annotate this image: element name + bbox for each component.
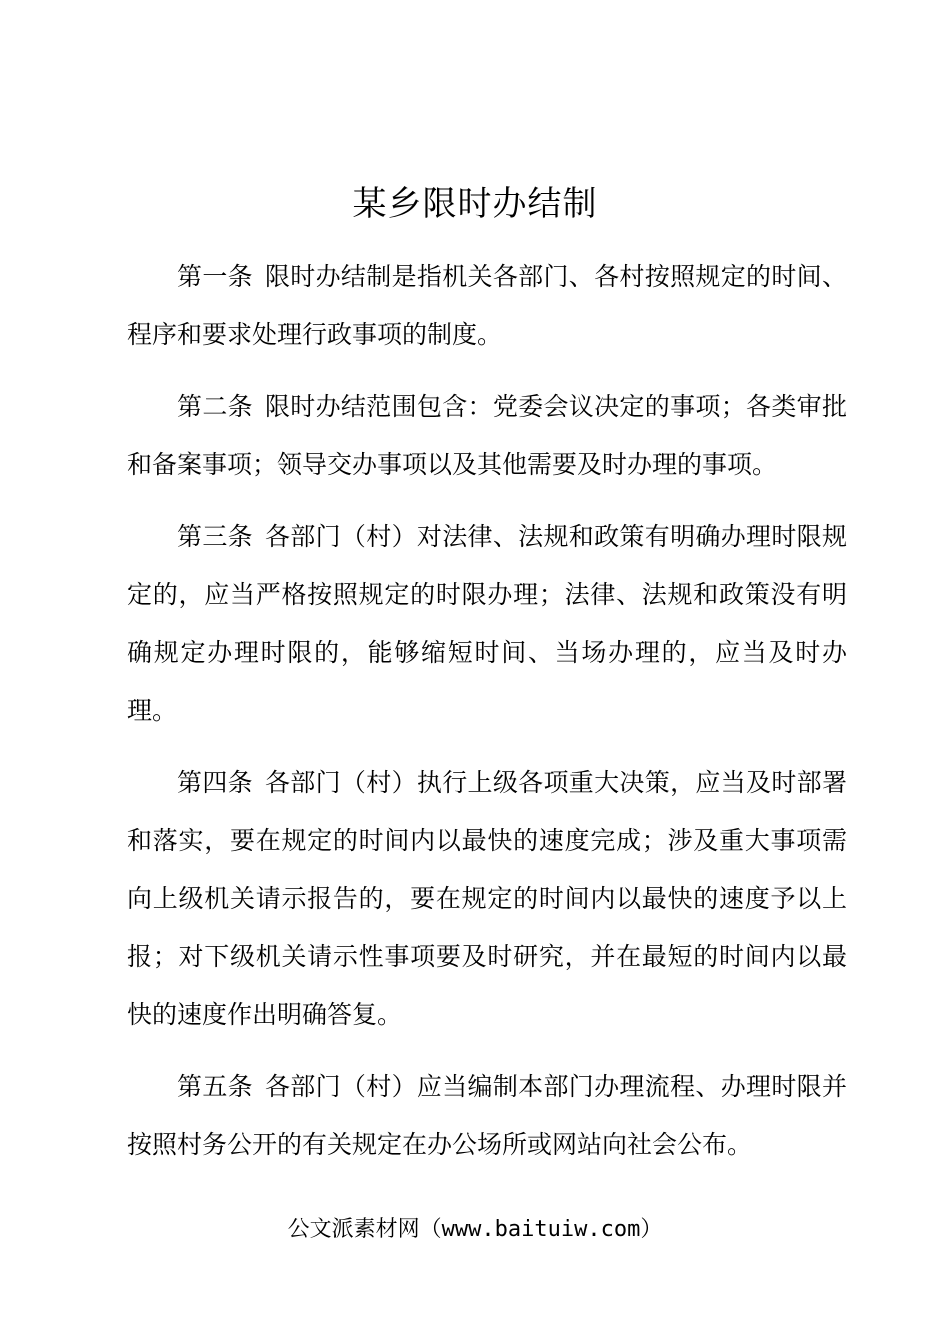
- article-heading: 第三条: [177, 522, 253, 551]
- document-body: [127, 248, 847, 1188]
- article-3: [127, 508, 847, 740]
- article-heading: 第五条: [177, 1072, 253, 1101]
- article-text: 限时办结制是指机关各部门、各村按照规定的时间、程序和要求处理行政事项的制度。: [127, 262, 847, 349]
- source-footer: [0, 1212, 950, 1248]
- article-5: [127, 1058, 847, 1174]
- article-2: [127, 378, 847, 494]
- article-text: 各部门（村）对法律、法规和政策有明确办理时限规定的，应当严格按照规定的时限办理；法律、法规和政策没有明确规定办理时限的，能够缩短时间、当场办理的，应当及时办理。: [127, 522, 847, 725]
- footer-source-name: 公文派素材网: [287, 1217, 420, 1242]
- article-4: [127, 754, 847, 1044]
- article-heading: 第二条: [177, 392, 253, 421]
- article-text: 各部门（村）应当编制本部门办理流程、办理时限并按照村务公开的有关规定在办公场所或网站向社会公布。: [127, 1072, 847, 1159]
- article-heading: 第一条: [177, 262, 253, 291]
- footer-source-site: （www.baituiw.com）: [419, 1217, 663, 1242]
- article-1: [127, 248, 847, 364]
- article-text: 各部门（村）执行上级各项重大决策，应当及时部署和落实，要在规定的时间内以最快的速度完成；涉及重大事项需向上级机关请示报告的，要在规定的时间内以最快的速度予以上报；对下级机关请示性事项要及时研究，并在最短的时间内以最快的速度作出明确答复。: [127, 768, 847, 1029]
- document-title: 某乡限时办结制: [352, 184, 598, 224]
- article-heading: 第四条: [177, 768, 253, 797]
- article-text: 限时办结范围包含：党委会议决定的事项；各类审批和备案事项；领导交办事项以及其他需要及时办理的事项。: [127, 392, 847, 479]
